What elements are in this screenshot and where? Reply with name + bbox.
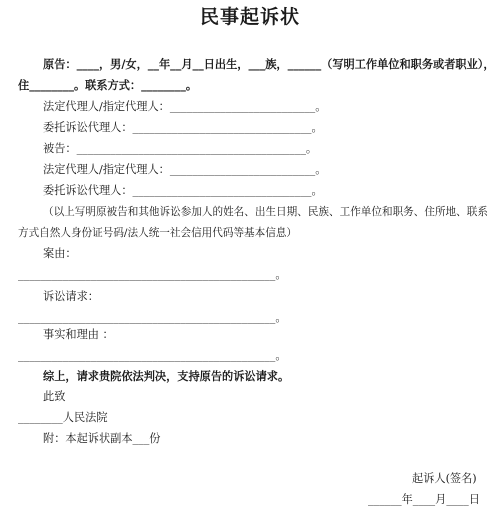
cause-line: ______________________________________________。 bbox=[18, 268, 287, 281]
litigation-agent-line-1: 委托诉讼代理人：________________________________。 bbox=[43, 121, 323, 134]
court-line: ________人民法院 bbox=[18, 411, 108, 424]
cause-label: 案由： bbox=[43, 247, 77, 260]
facts-line: ______________________________________________。 bbox=[18, 349, 287, 362]
date-line: ______年____月____日 bbox=[368, 493, 480, 506]
legal-representative-line-1: 法定代理人/指定代理人：__________________________。 bbox=[43, 100, 327, 113]
note-line-2: 方式自然人身份证号码/法人统一社会信用代码等基本信息） bbox=[18, 227, 298, 239]
litigation-agent-line-2: 委托诉讼代理人：________________________________。 bbox=[43, 184, 323, 197]
signature-label: 起诉人(签名) bbox=[412, 472, 477, 485]
plaintiff-line-2: 住________。联系方式：________。 bbox=[18, 79, 198, 92]
legal-representative-line-2: 法定代理人/指定代理人：__________________________。 bbox=[43, 163, 327, 176]
facts-label: 事实和理由 ： bbox=[43, 328, 114, 341]
plaintiff-line-1: 原告：____，男/女，__年__月__日出生，___族，______（写明工作单位和职务或者职业）， bbox=[43, 58, 495, 71]
conclusion-text: 综上，请求贵院依法判决，支持原告的诉讼请求。 bbox=[43, 370, 290, 383]
attachment-line: 附：本起诉状副本___份 bbox=[43, 432, 161, 445]
defendant-line: 被告：_________________________________________。 bbox=[43, 142, 318, 155]
note-line-1: （以上写明原被告和其他诉讼参加人的姓名、出生日期、民族、工作单位和职务、住所地、联系 bbox=[43, 206, 488, 218]
claims-label: 诉讼请求： bbox=[43, 290, 99, 303]
claims-line: ______________________________________________。 bbox=[18, 311, 287, 324]
document-title: 民事起诉状 bbox=[199, 6, 300, 28]
salutation-label: 此致 bbox=[43, 390, 66, 403]
